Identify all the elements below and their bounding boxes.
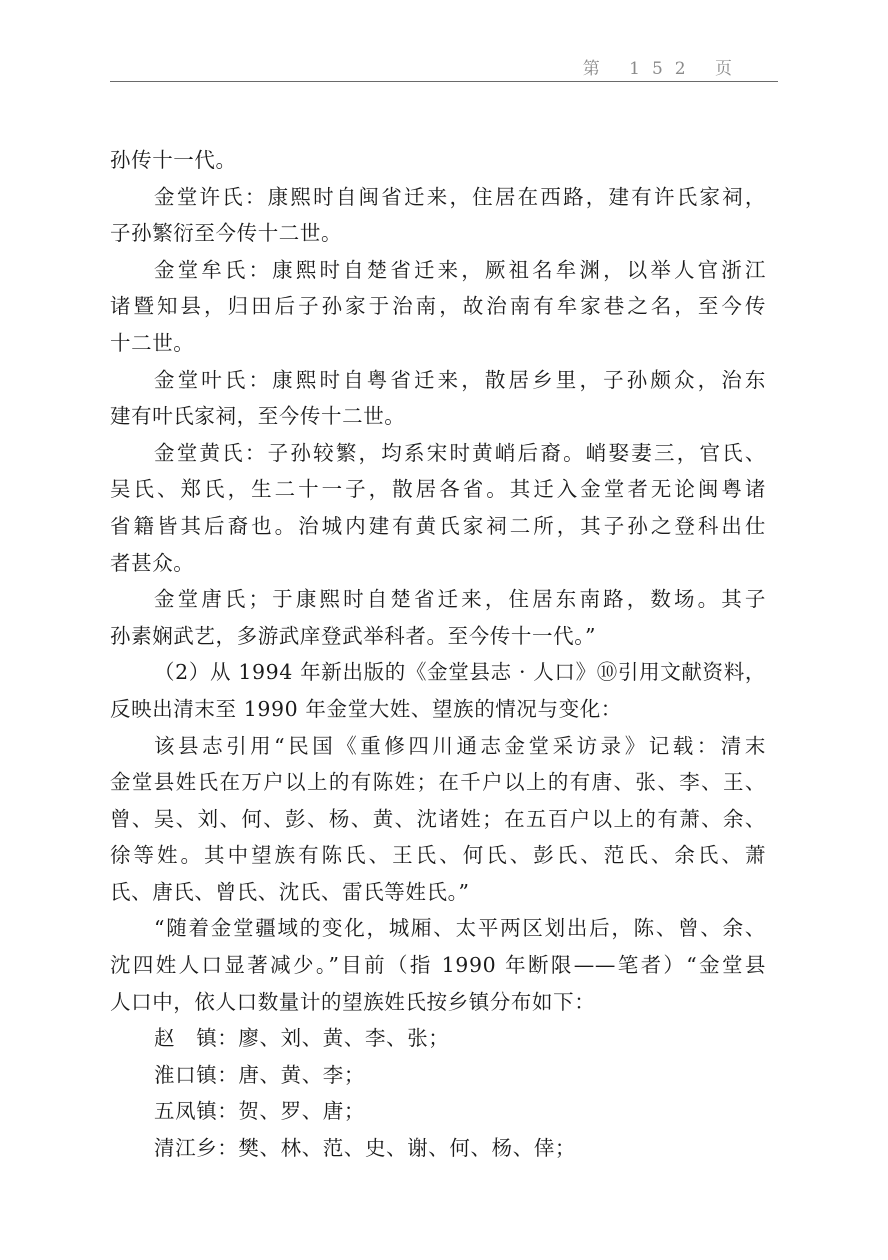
text-line: 人口中，依人口数量计的望族姓氏按乡镇分布如下： bbox=[110, 989, 596, 1014]
text-line: 金堂许氏：康熙时自闽省迁来，住居在西路，建有许氏家祠， bbox=[154, 184, 766, 209]
text-line: 孙传十一代。 bbox=[110, 148, 237, 172]
town-list-item: 五凤镇：贺、罗、唐； bbox=[154, 1099, 365, 1124]
text-line: 建有叶氏家祠，至今传十二世。 bbox=[110, 404, 406, 429]
text-line: 十二世。 bbox=[110, 330, 195, 355]
text-line: 曾、吴、刘、何、彭、杨、黄、沈诸姓；在五百户以上的有萧、余、 bbox=[110, 806, 766, 831]
document-body bbox=[110, 142, 766, 1167]
page-number: 第 152 页 bbox=[582, 59, 744, 79]
text-line: 反映出清末至 1990 年金堂大姓、望族的情况与变化： bbox=[110, 696, 622, 721]
text-line: 该县志引用“民国《重修四川通志金堂采访录》记载：清末 bbox=[154, 733, 766, 758]
text-line: 吴氏、郑氏，生二十一子，散居各省。其迁入金堂者无论闽粤诸 bbox=[110, 477, 766, 502]
text-line: 金堂叶氏：康熙时自粤省迁来，散居乡里，子孙颇众，治东 bbox=[154, 367, 766, 392]
text-line: 金堂县姓氏在万户以上的有陈姓；在千户以上的有唐、张、李、王、 bbox=[110, 770, 766, 795]
text-line: 金堂黄氏：子孙较繁，均系宋时黄峭后裔。峭娶妻三，官氏、 bbox=[154, 440, 766, 465]
text-line: 金堂唐氏；于康熙时自楚省迁来，住居东南路，数场。其子 bbox=[154, 587, 766, 612]
town-list-item: 赵 镇：廖、刘、黄、李、张； bbox=[154, 1026, 450, 1051]
town-list-item: 淮口镇：唐、黄、李； bbox=[154, 1062, 365, 1087]
text-line: 省籍皆其后裔也。治城内建有黄氏家祠二所，其子孙之登科出仕 bbox=[110, 513, 766, 538]
page-header bbox=[110, 52, 778, 82]
text-line: （2）从 1994 年新出版的《金堂县志 · 人口》⑩引用文献资料， bbox=[154, 660, 766, 685]
text-line: 子孙繁衍至今传十二世。 bbox=[110, 221, 343, 246]
text-line: 沈四姓人口显著减少。”目前（指 1990 年断限——笔者）“金堂县 bbox=[110, 953, 766, 978]
text-line: 者甚众。 bbox=[110, 550, 195, 575]
text-line: 金堂牟氏：康熙时自楚省迁来，厥祖名牟渊，以举人官浙江 bbox=[154, 257, 766, 282]
header-divider bbox=[110, 81, 778, 82]
text-line: 诸暨知县，归田后子孙家于治南，故治南有牟家巷之名，至今传 bbox=[110, 294, 766, 319]
town-list-item: 清江乡：樊、林、范、史、谢、何、杨、倖； bbox=[154, 1136, 576, 1161]
text-line: 孙素娴武艺，多游武庠登武举科者。至今传十一代。” bbox=[110, 623, 597, 648]
text-line: 氏、唐氏、曾氏、沈氏、雷氏等姓氏。” bbox=[110, 879, 470, 904]
text-line: “随着金堂疆域的变化，城厢、太平两区划出后，陈、曾、余、 bbox=[154, 916, 766, 941]
text-line: 徐等姓。其中望族有陈氏、王氏、何氏、彭氏、范氏、余氏、萧 bbox=[110, 843, 766, 868]
